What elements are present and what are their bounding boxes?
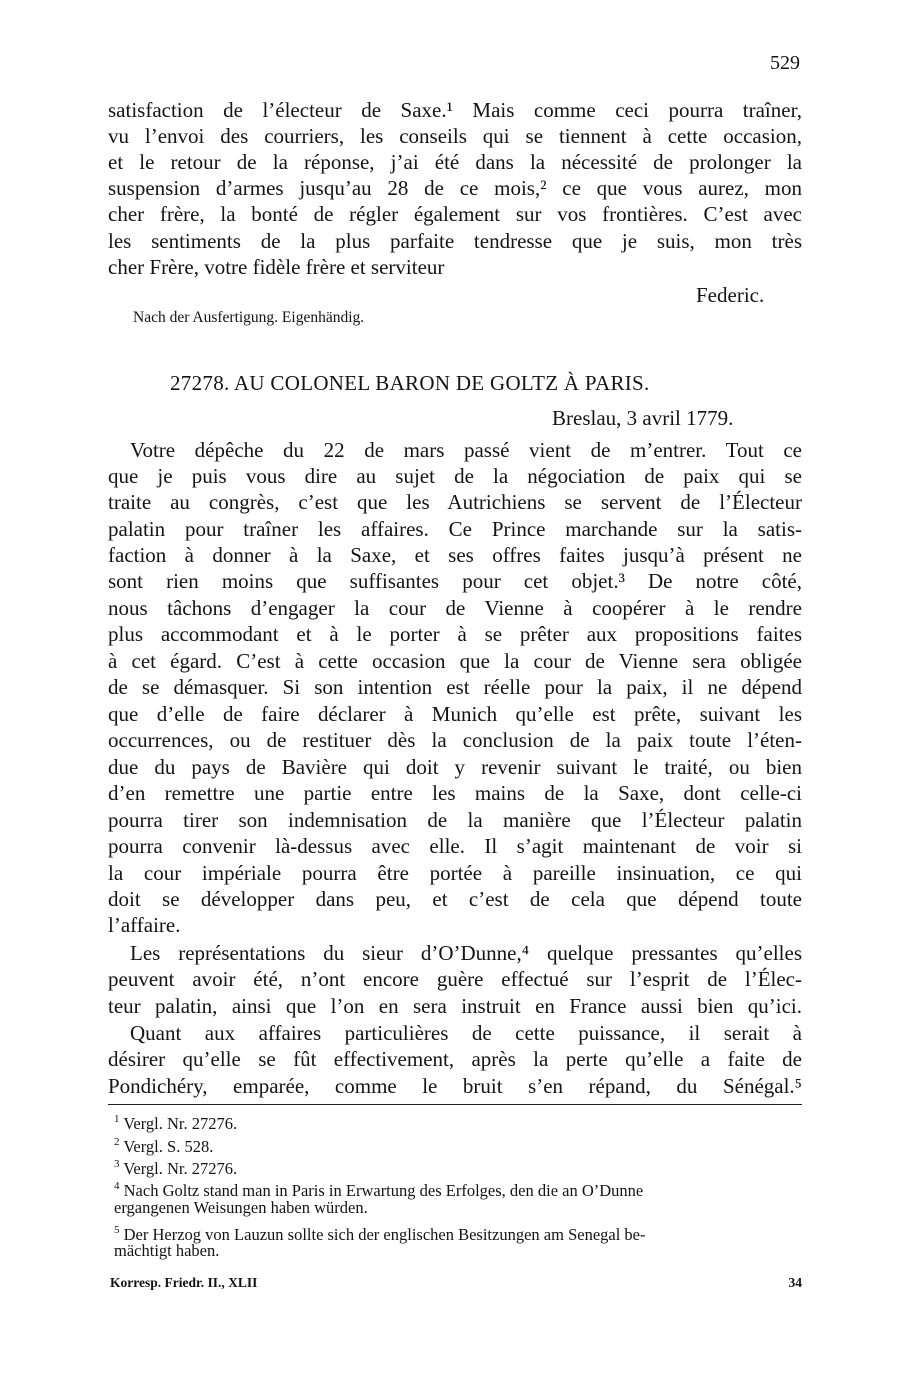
text-line: vu l’envoi des courriers, les conseils qui se tiennent à cette occasion,: [108, 124, 802, 148]
text-line: l’affaire.: [108, 913, 181, 937]
text-line: pourra tirer son indemnisation de la manière que l’Électeur palatin: [108, 808, 802, 832]
footnote-mark: 4: [114, 1180, 120, 1192]
footnote-text: Vergl. Nr. 27276.: [123, 1114, 238, 1133]
text-line: Quant aux affaires particulières de cette puissance, il serait à: [130, 1021, 802, 1045]
footnote-text: Vergl. S. 528.: [123, 1137, 214, 1156]
text-line: suspension d’armes jusqu’au 28 de ce mois,² ce que vous aurez, mon: [108, 176, 802, 200]
text-line: désirer qu’elle se fût effectivement, après la perte qu’elle a faite de: [108, 1047, 802, 1071]
text-line: de se démasquer. Si son intention est réelle pour la paix, il ne dépend: [108, 675, 802, 699]
source-note: Nach der Ausfertigung. Eigenhändig.: [133, 309, 365, 326]
footer-signature-number: 34: [788, 1275, 802, 1290]
text-line: Les représentations du sieur d’O’Dunne,⁴ quelque pressantes qu’elles: [130, 941, 802, 965]
text-line: que je puis vous dire au sujet de la négociation de paix qui se: [108, 464, 802, 488]
text-line: que d’elle de faire déclarer à Munich qu’elle est prête, suivant les: [108, 702, 802, 726]
text-line: faction à donner à la Saxe, et ses offres faites jusqu’à présent ne: [108, 543, 802, 567]
text-line: d’en remettre une partie entre les mains de la Saxe, dont celle-ci: [108, 781, 802, 805]
text-line: nous tâchons d’engager la cour de Vienne à coopérer à le rendre: [108, 596, 802, 620]
text-line: les sentiments de la plus parfaite tendresse que je suis, mon très: [108, 229, 802, 253]
text-line: la cour impériale pourra être portée à pareille insinuation, ce qui: [108, 861, 802, 885]
footnote-continuation: ergangenen Weisungen haben würden.: [114, 1198, 368, 1217]
footnote-rule: [108, 1104, 802, 1105]
footnote-text: Vergl. Nr. 27276.: [123, 1159, 238, 1178]
text-line: pourra convenir là-dessus avec elle. Il s’agit maintenant de voir si: [108, 834, 802, 858]
footer-source: Korresp. Friedr. II., XLII: [110, 1275, 258, 1290]
signature: Federic.: [696, 283, 765, 307]
footnote-mark: 5: [114, 1224, 120, 1236]
text-line: sont rien moins que suffisantes pour cet objet.³ De notre côté,: [108, 569, 802, 593]
text-line: doit se développer dans peu, et c’est de cela que dépend toute: [108, 887, 802, 911]
place-date: Breslau, 3 avril 1779.: [552, 406, 734, 430]
text-line: traite au congrès, c’est que les Autrichiens se servent de l’Électeur: [108, 490, 802, 514]
text-line: peuvent avoir été, n’ont encore guère effectué sur l’esprit de l’Élec-: [108, 967, 802, 991]
text-line: et le retour de la réponse, j’ai été dans la nécessité de prolonger la: [108, 150, 802, 174]
page-number: 529: [770, 52, 800, 74]
text-line: cher frère, la bonté de régler également sur vos frontières. C’est avec: [108, 202, 802, 226]
text-line: plus accommodant et à le porter à se prêter aux propositions faites: [108, 622, 802, 646]
text-line: teur palatin, ainsi que l’on en sera instruit en France aussi bien qu’ici.: [108, 994, 802, 1018]
text-line: Pondichéry, emparée, comme le bruit s’en répand, du Sénégal.⁵: [108, 1074, 802, 1098]
footnote-mark: 2: [114, 1136, 120, 1148]
text-line: cher Frère, votre fidèle frère et serviteur: [108, 255, 445, 279]
text-line: due du pays de Bavière qui doit y revenir suivant le traité, ou bien: [108, 755, 802, 779]
footnote-mark: 1: [114, 1113, 120, 1125]
footnote-text: Nach Goltz stand man in Paris in Erwartung des Erfolges, den die an O’Dunne: [123, 1181, 644, 1200]
text-line: à cet égard. C’est à cette occasion que la cour de Vienne sera obligée: [108, 649, 802, 673]
letter-heading: 27278. AU COLONEL BARON DE GOLTZ À PARIS.: [170, 371, 650, 395]
footnote-continuation: mächtigt haben.: [114, 1241, 220, 1260]
text-line: satisfaction de l’électeur de Saxe.¹ Mais comme ceci pourra traîner,: [108, 98, 802, 122]
text-line: Votre dépêche du 22 de mars passé vient de m’entrer. Tout ce: [130, 438, 802, 462]
text-line: palatin pour traîner les affaires. Ce Prince marchande sur la satis-: [108, 517, 802, 541]
footnote-text: Der Herzog von Lauzun sollte sich der englischen Besitzungen am Senegal be-: [123, 1225, 646, 1244]
footnote-mark: 3: [114, 1158, 120, 1170]
text-line: occurrences, ou de restituer dès la conclusion de la paix toute l’éten-: [108, 728, 802, 752]
